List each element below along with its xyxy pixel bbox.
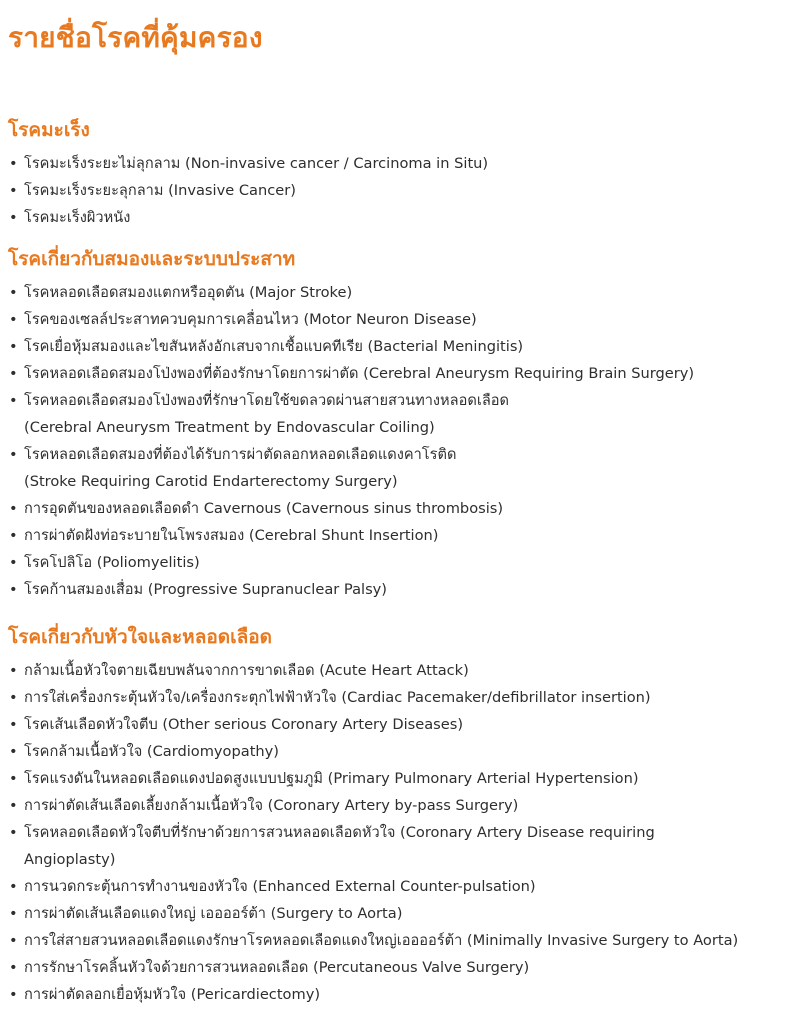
list-item [8, 684, 801, 711]
list-item-text: โรคหลอดเลือดหัวใจตีบที่รักษาด้วยการสวนหลอดเลือดหัวใจ (Coronary Artery Disease requiring [24, 824, 655, 841]
list-item [8, 441, 801, 495]
list-item [8, 657, 801, 684]
list-item [8, 522, 801, 549]
list-item [8, 765, 801, 792]
list-item-text: โรคกล้ามเนื้อหัวใจ (Cardiomyopathy) [24, 743, 279, 760]
section-brain-nervous [8, 245, 807, 603]
disease-list-heart-vascular [8, 657, 807, 1008]
disease-list-brain-nervous [8, 279, 807, 603]
list-item-text-continued: (Stroke Requiring Carotid Endarterectomy Surgery) [24, 473, 398, 490]
section-title-cancer: โรคมะเร็ง [8, 119, 90, 141]
list-item [8, 576, 801, 603]
list-item [8, 549, 801, 576]
list-item-text: การผ่าตัดเส้นเลือดแดงใหญ่ เออออร์ต้า (Surgery to Aorta) [24, 905, 403, 922]
list-item-text: การผ่าตัดเส้นเลือดเลี้ยงกล้ามเนื้อหัวใจ (Coronary Artery by-pass Surgery) [24, 797, 519, 814]
list-item-text: การใส่เครื่องกระตุ้นหัวใจ/เครื่องกระตุกไฟฟ้าหัวใจ (Cardiac Pacemaker/defibrillator insertion) [24, 689, 651, 706]
list-item [8, 150, 801, 177]
list-item-text: โรคหลอดเลือดสมองโป่งพองที่ต้องรักษาโดยการผ่าตัด (Cerebral Aneurysm Requiring Brain Surgery) [24, 365, 695, 382]
list-item-text: โรคแรงดันในหลอดเลือดแดงปอดสูงแบบปฐมภูมิ (Primary Pulmonary Arterial Hypertension) [24, 770, 639, 787]
list-item [8, 927, 801, 954]
list-item-text: การอุดตันของหลอดเลือดดำ Cavernous (Cavernous sinus thrombosis) [24, 500, 504, 517]
list-item-text-continued: (Cerebral Aneurysm Treatment by Endovascular Coiling) [24, 419, 435, 436]
list-item [8, 360, 801, 387]
list-item [8, 177, 801, 204]
list-item [8, 981, 801, 1008]
list-item-text: โรคมะเร็งระยะไม่ลุกลาม (Non-invasive cancer / Carcinoma in Situ) [24, 155, 489, 172]
list-item [8, 819, 801, 873]
list-item-text: โรคมะเร็งผิวหนัง [24, 209, 131, 226]
list-item-text: โรคโปลิโอ (Poliomyelitis) [24, 554, 200, 571]
list-item-text: กล้ามเนื้อหัวใจตายเฉียบพลันจากการขาดเลือด (Acute Heart Attack) [24, 662, 469, 679]
list-item [8, 333, 801, 360]
list-item [8, 387, 801, 441]
list-item-text: การผ่าตัดลอกเยื่อหุ้มหัวใจ (Pericardiectomy) [24, 986, 321, 1003]
list-item-text: โรคของเซลล์ประสาทควบคุมการเคลื่อนไหว (Motor Neuron Disease) [24, 311, 477, 328]
list-item [8, 738, 801, 765]
list-item-text: โรคก้านสมองเสื่อม (Progressive Supranuclear Palsy) [24, 581, 387, 598]
page-title: รายชื่อโรคที่คุ้มครอง [8, 21, 263, 54]
list-item-text: โรคเส้นเลือดหัวใจตีบ (Other serious Coronary Artery Diseases) [24, 716, 464, 733]
section-heart-vascular [8, 623, 807, 1008]
disease-list-cancer [8, 150, 807, 231]
list-item-text: โรคหลอดเลือดสมองที่ต้องได้รับการผ่าตัดลอกหลอดเลือดแดงคาโรติด [24, 446, 457, 463]
list-item-text: การใส่สายสวนหลอดเลือดแดงรักษาโรคหลอดเลือดแดงใหญ่เออออร์ต้า (Minimally Invasive Surgery to Aorta) [24, 932, 739, 949]
list-item [8, 900, 801, 927]
section-cancer [8, 116, 807, 231]
list-item-text-continued: Angioplasty) [24, 851, 116, 868]
list-item [8, 495, 801, 522]
sections-container [8, 116, 807, 1008]
list-item-text: โรคมะเร็งระยะลุกลาม (Invasive Cancer) [24, 182, 296, 199]
list-item-text: การนวดกระตุ้นการทำงานของหัวใจ (Enhanced External Counter-pulsation) [24, 878, 536, 895]
list-item [8, 306, 801, 333]
list-item [8, 711, 801, 738]
list-item-text: โรคหลอดเลือดสมองแตกหรืออุดตัน (Major Stroke) [24, 284, 353, 301]
section-title-brain-nervous: โรคเกี่ยวกับสมองและระบบประสาท [8, 248, 296, 270]
list-item [8, 873, 801, 900]
list-item-text: โรคหลอดเลือดสมองโป่งพองที่รักษาโดยใช้ขดลวดผ่านสายสวนทางหลอดเลือด [24, 392, 510, 409]
list-item-text: โรคเยื่อหุ้มสมองและไขสันหลังอักเสบจากเชื้อแบคทีเรีย (Bacterial Meningitis) [24, 338, 524, 355]
list-item-text: การผ่าตัดฝังท่อระบายในโพรงสมอง (Cerebral Shunt Insertion) [24, 527, 439, 544]
list-item [8, 954, 801, 981]
list-item-text: การรักษาโรคลิ้นหัวใจด้วยการสวนหลอดเลือด (Percutaneous Valve Surgery) [24, 959, 530, 976]
section-title-heart-vascular: โรคเกี่ยวกับหัวใจและหลอดเลือด [8, 626, 272, 648]
list-item [8, 279, 801, 306]
list-item [8, 204, 801, 231]
list-item [8, 792, 801, 819]
